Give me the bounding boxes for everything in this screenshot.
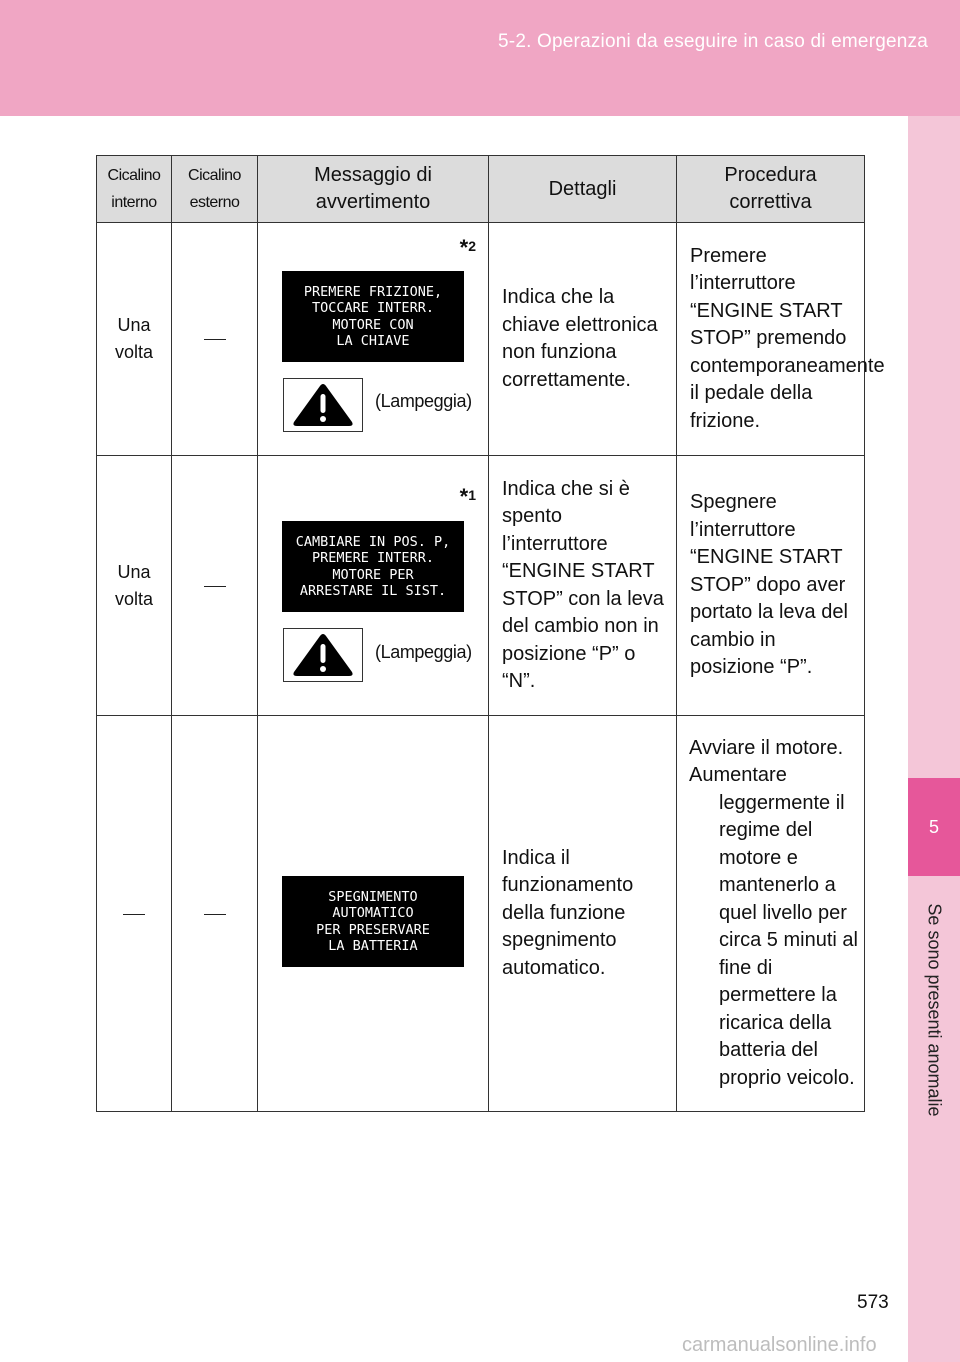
internal-buzzer-cell: Una volta bbox=[97, 456, 172, 716]
table-row bbox=[97, 716, 865, 1112]
flash-label: (Lampeggia) bbox=[375, 642, 472, 662]
table-header-row bbox=[97, 156, 865, 223]
table-row bbox=[97, 223, 865, 456]
table-row bbox=[97, 456, 865, 716]
procedure-cell: Spegnere l’interruttore “ENGINE START STOP” dopo aver portato la leva del cambio in posizione “P”. bbox=[677, 456, 865, 716]
procedure-cell bbox=[677, 716, 865, 1112]
header-message: Messaggio di avvertimento bbox=[258, 156, 489, 223]
lcd-message-display: SPEGNIMENTO AUTOMATICO PER PRESERVARE LA BATTERIA bbox=[282, 876, 464, 967]
dash-mark bbox=[123, 914, 145, 915]
lcd-message-display: PREMERE FRIZIONE, TOCCARE INTERR. MOTORE CON LA CHIAVE bbox=[282, 271, 464, 362]
dash-mark bbox=[204, 339, 226, 340]
dash-mark bbox=[204, 586, 226, 587]
header-details: Dettagli bbox=[489, 156, 677, 223]
message-cell bbox=[258, 223, 489, 456]
chapter-number-tab[interactable] bbox=[908, 778, 960, 876]
header-internal-buzzer: Cicalino interno bbox=[97, 156, 172, 223]
watermark: carmanualsonline.info bbox=[682, 1334, 877, 1356]
message-cell bbox=[258, 716, 489, 1112]
footnote-mark: *2 bbox=[459, 235, 476, 260]
flash-label: (Lampeggia) bbox=[375, 391, 472, 411]
dash-mark bbox=[204, 914, 226, 915]
lcd-message-display: CAMBIARE IN POS. P, PREMERE INTERR. MOTORE PER ARRESTARE IL SIST. bbox=[282, 521, 464, 612]
external-buzzer-cell bbox=[172, 456, 258, 716]
external-buzzer-cell bbox=[172, 223, 258, 456]
header-procedure: Procedura correttiva bbox=[677, 156, 865, 223]
chapter-number: 5 bbox=[928, 816, 939, 837]
details-cell: Indica il funzionamento della funzione spegnimento automatico. bbox=[489, 716, 677, 1112]
warning-messages-table bbox=[96, 155, 885, 1112]
external-buzzer-cell bbox=[172, 716, 258, 1112]
internal-buzzer-cell: Una volta bbox=[97, 223, 172, 456]
procedure-step-1: Avviare il motore. bbox=[689, 736, 844, 759]
header-external-buzzer: Cicalino esterno bbox=[172, 156, 258, 223]
header-band bbox=[0, 0, 960, 116]
chapter-label: Se sono presenti anomalie bbox=[924, 903, 945, 1117]
details-cell: Indica che la chiave elettronica non funziona correttamente. bbox=[489, 223, 677, 456]
procedure-cell: Premere l’interruttore “ENGINE START STOP” premendo contemporaneamente il pedale della frizione. bbox=[677, 223, 865, 456]
internal-buzzer-cell bbox=[97, 716, 172, 1112]
section-title: 5-2. Operazioni da eseguire in caso di emergenza bbox=[498, 31, 928, 52]
procedure-step-2: Aumentare leggermente il regime del motore e mantenerlo a quel livello per circa 5 minuti al fine di permettere la ricarica della batteria del proprio veicolo. bbox=[689, 764, 858, 1089]
message-cell bbox=[258, 456, 489, 716]
page-number: 573 bbox=[857, 1292, 889, 1313]
details-cell: Indica che si è spento l’interruttore “ENGINE START STOP” con la leva del cambio non in posizione “P” o “N”. bbox=[489, 456, 677, 716]
warning-triangle-icon bbox=[283, 628, 363, 682]
chapter-side-tab bbox=[908, 116, 960, 1362]
footnote-mark: *1 bbox=[459, 484, 476, 509]
warning-triangle-icon bbox=[283, 378, 363, 432]
